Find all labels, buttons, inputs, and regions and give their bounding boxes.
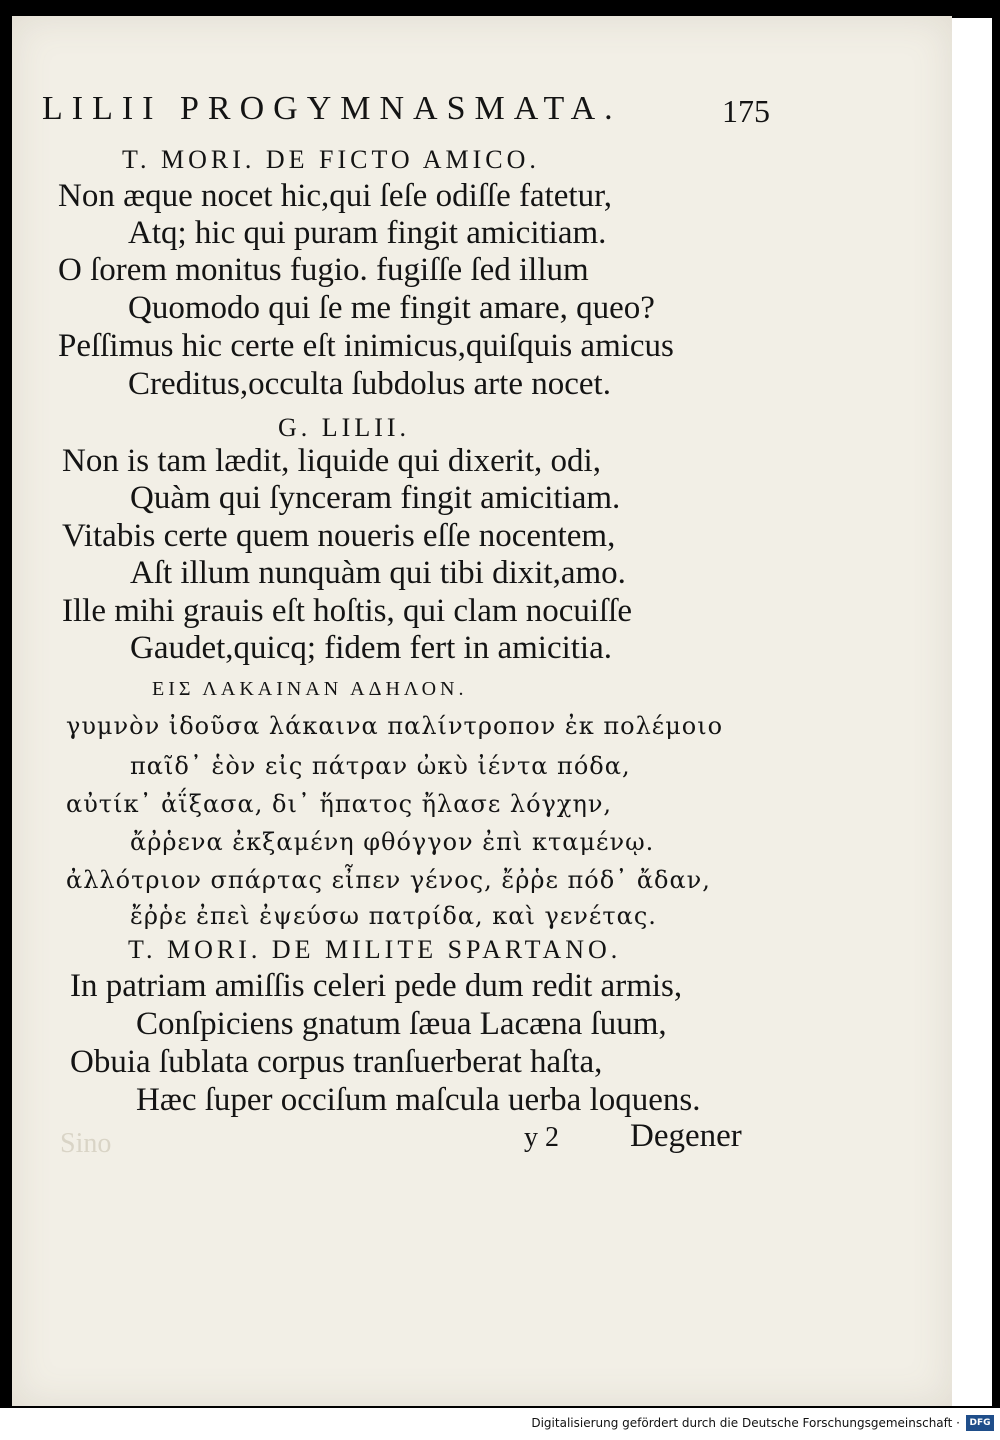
verse-line: Aſt illum nunquàm qui tibi dixit,amo.	[130, 555, 626, 591]
greek-verse-line: αὐτίκ᾽ ἀΐξασα, δι᾽ ἥπατος ἤλασε λόγχην,	[66, 790, 613, 818]
verse-line: Hæc ſuper occiſum maſcula uerba loquens.	[136, 1082, 701, 1118]
verse-line: Obuia ſublata corpus tranſuerberat haſta,	[70, 1044, 603, 1080]
verse-line: Non æque nocet hic,qui ſeſe odiſſe fatetur,	[58, 178, 613, 214]
greek-verse-line: ἀλλότριον σπάρτας εἶπεν γένος, ἔῤῥε πόδ᾽ ἄδαν,	[66, 866, 711, 894]
verse-line: Peſſimus hic certe eſt inimicus,quiſquis amicus	[58, 328, 674, 364]
digitization-footer	[0, 1408, 1000, 1440]
poem-heading: T. MORI. DE MILITE SPARTANO.	[128, 935, 622, 964]
greek-verse-line: ἄῤῥενα ἐκξαμένη φθόγγον ἐπὶ κταμένῳ.	[130, 828, 655, 856]
verse-line: Creditus,occulta ſubdolus arte nocet.	[128, 366, 611, 402]
verse-line: Non is tam lædit, liquide qui dixerit, odi,	[62, 443, 601, 479]
verse-line: O ſorem monitus fugio. fugiſſe ſed illum	[58, 252, 589, 288]
catchword: Degener	[630, 1118, 742, 1154]
verse-line: In patriam amiſſis celeri pede dum redit armis,	[70, 968, 683, 1004]
verse-line: Vitabis certe quem noueris eſſe nocentem,	[62, 518, 616, 554]
greek-verse-line: παῖδ᾽ ἑὸν εἰς πάτραν ὠκὺ ἰέντα πόδα,	[130, 752, 631, 780]
verse-line: Ille mihi grauis eſt hoſtis, qui clam nocuiſſe	[62, 593, 633, 629]
greek-verse-line: γυμνὸν ἰδοῦσα λάκαινα παλίντροπον ἐκ πολέμοιο	[66, 712, 724, 740]
show-through-text: Sino	[60, 1128, 112, 1159]
verse-line: Quomodo qui ſe me fingit amare, queo?	[128, 290, 655, 326]
verse-line: Gaudet,quicq; fidem fert in amicitia.	[130, 630, 612, 666]
poem-heading: T. MORI. DE FICTO AMICO.	[122, 145, 540, 174]
footer-credit: Digitalisierung gefördert durch die Deutsche Forschungsgemeinschaft ·	[531, 1416, 960, 1430]
poem-heading: ΕΙΣ ΛΑΚΑΙΝΑΝ ΑΔΗΛΟΝ.	[152, 678, 468, 700]
verse-line: Quàm qui ſynceram fingit amicitiam.	[130, 480, 621, 516]
dfg-logo: DFG	[966, 1415, 994, 1431]
poem-heading: G. LILII.	[278, 413, 411, 442]
running-head: LILII PROGYMNASMATA.	[42, 90, 622, 127]
greek-verse-line: ἔῤῥε ἐπεὶ ἐψεύσω πατρίδα, καὶ γενέτας.	[130, 902, 657, 930]
page-edge-strip	[952, 18, 992, 1406]
verse-line: Atq; hic qui puram fingit amicitiam.	[128, 215, 607, 251]
verse-line: Conſpiciens gnatum ſæua Lacæna ſuum,	[136, 1006, 667, 1042]
page-number: 175	[722, 93, 770, 129]
signature-mark: y 2	[524, 1122, 559, 1153]
